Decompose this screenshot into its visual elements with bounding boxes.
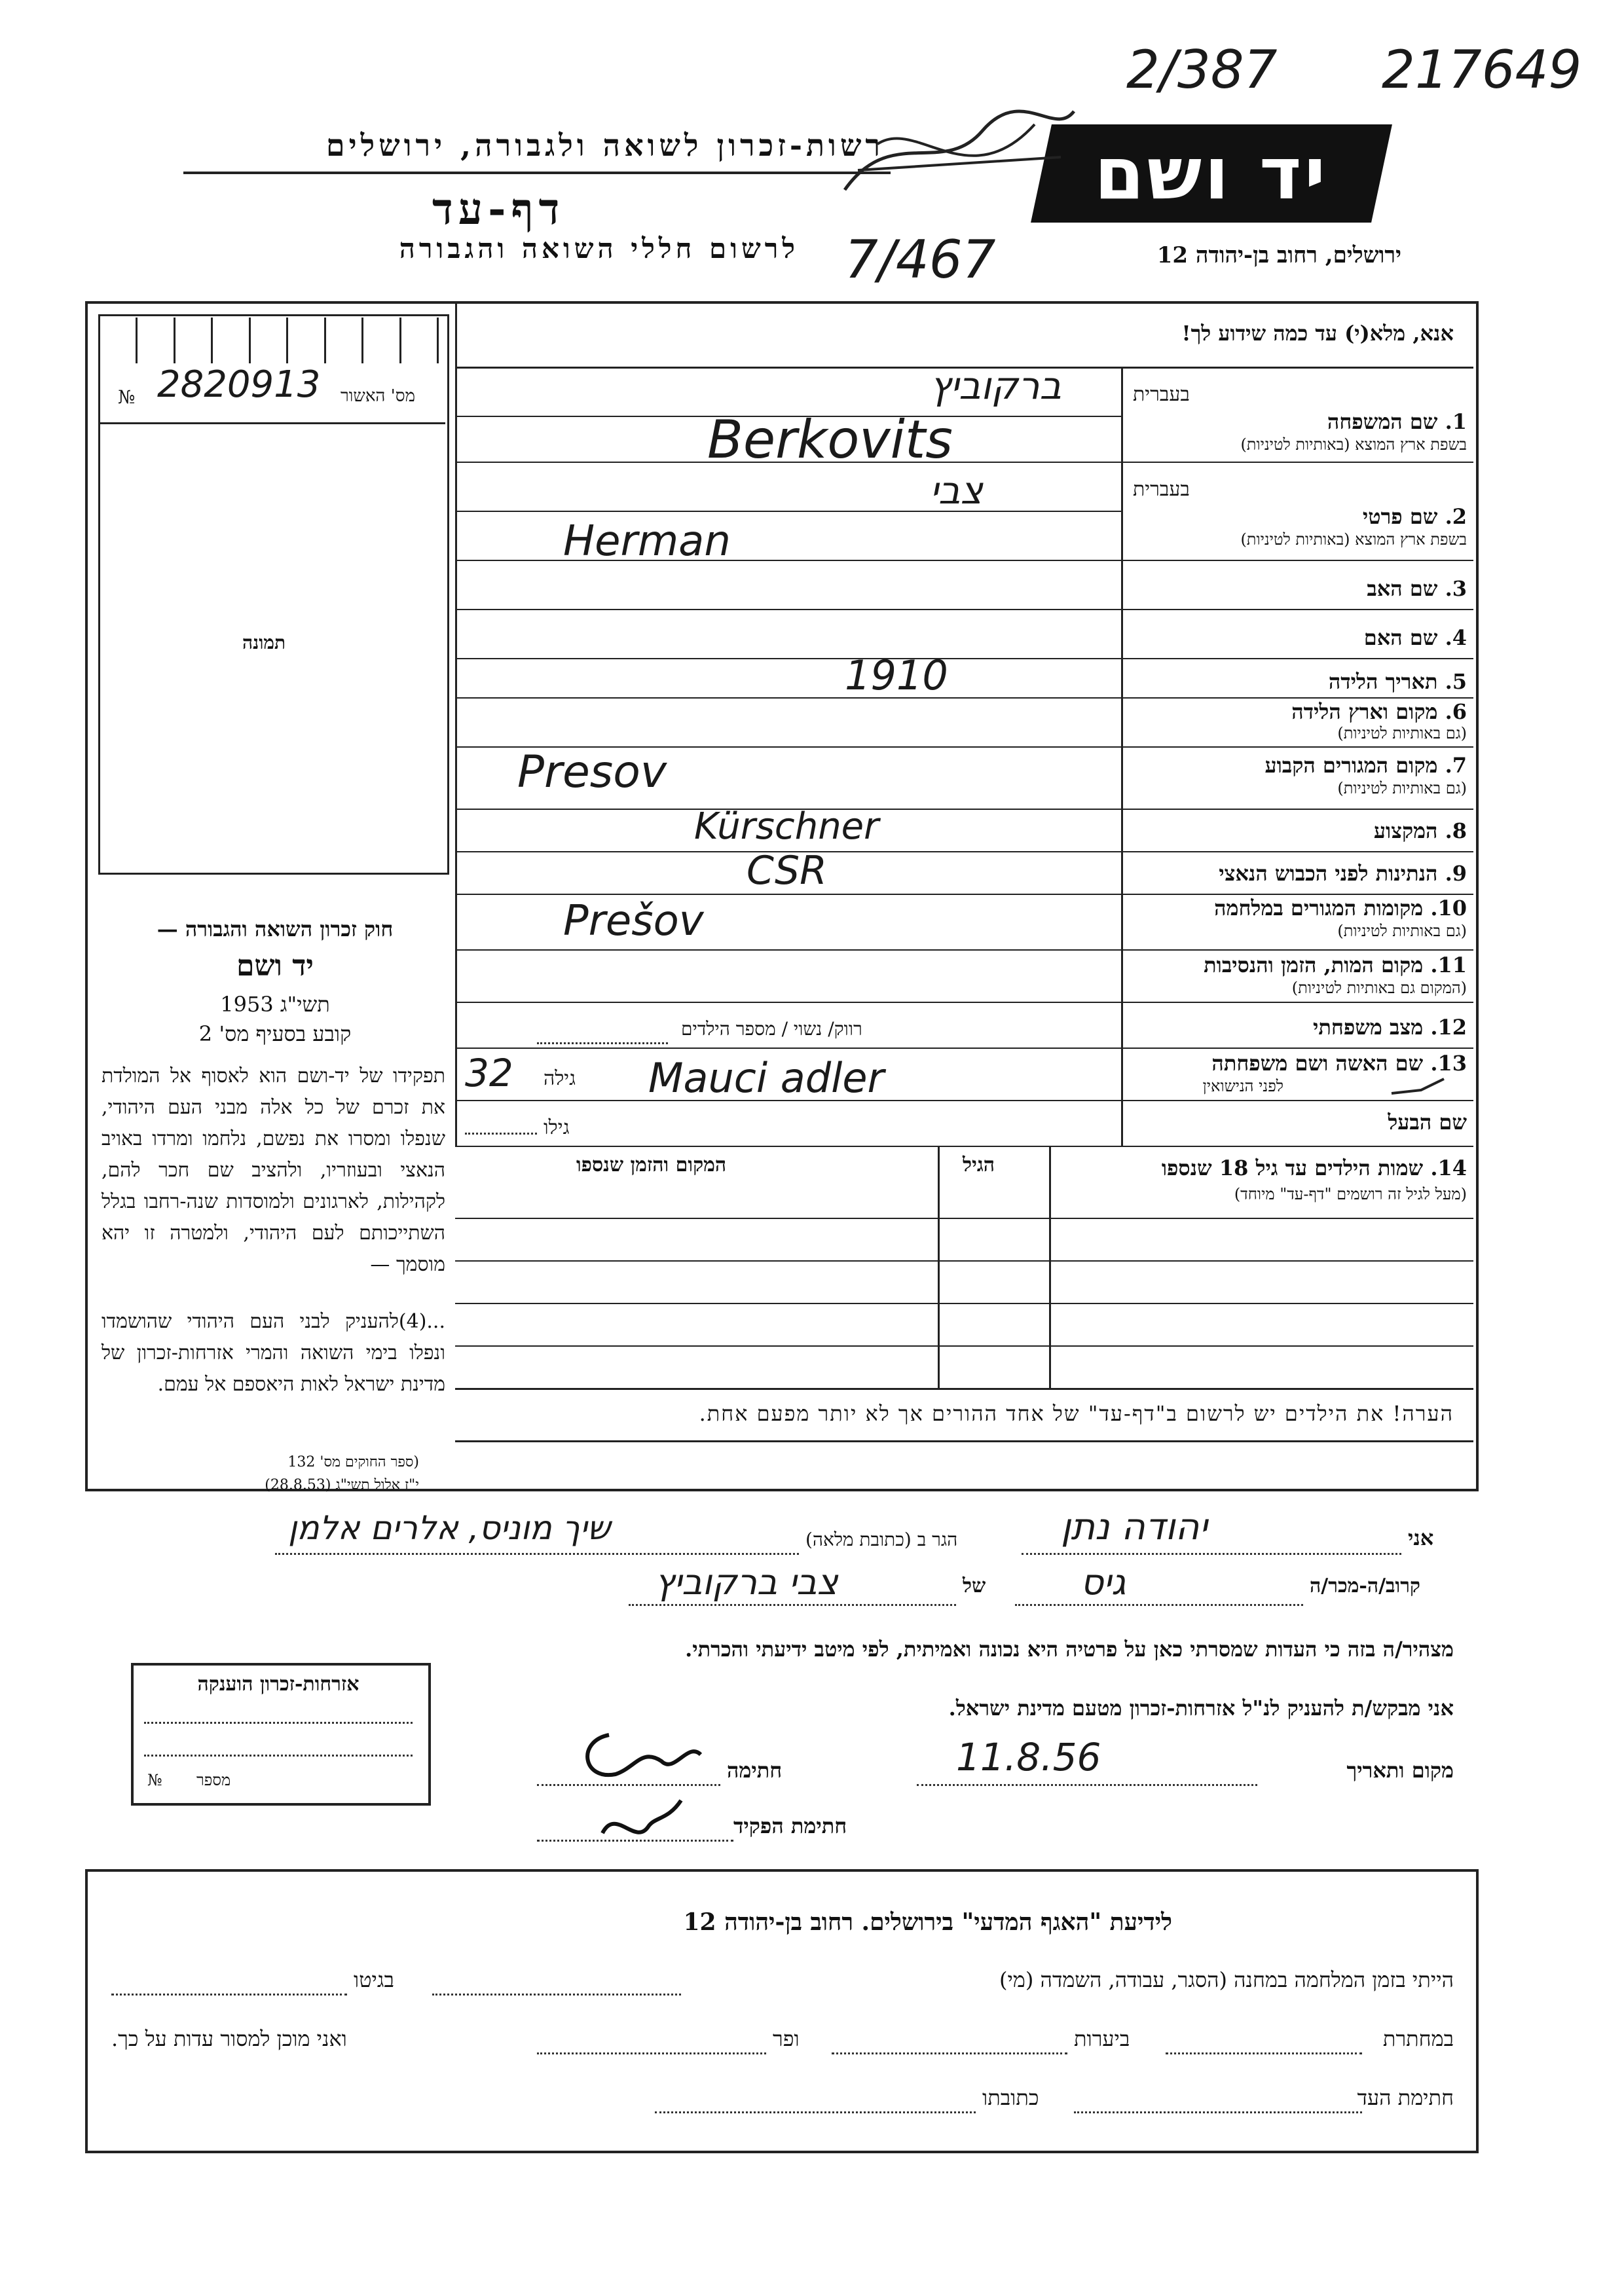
declarant-address: שיך מוניס, אלרים אלמן: [288, 1509, 611, 1547]
row-12-label: 12. מצב משפחתי: [1313, 1015, 1467, 1040]
bottom-dots-1: [432, 1994, 681, 1995]
row-10-label: 10. מקומות המגורים במלחמה: [1214, 896, 1467, 920]
tick-mark: [1388, 1074, 1447, 1100]
bottom-line-2c: ופר: [773, 2026, 800, 2051]
of-dots: [629, 1604, 956, 1606]
law-year-heb: תשי"ג: [280, 992, 330, 1017]
header-address: ירושלים, רחוב בן-יהודה 12: [1156, 242, 1401, 268]
profession: Kürschner: [694, 805, 879, 848]
row-line: [455, 1002, 1473, 1003]
children-row-line: [455, 1388, 1473, 1390]
law-year-row: [105, 992, 445, 1017]
of-value: צבי ברקוביץ: [655, 1561, 838, 1603]
row-line: [455, 658, 1473, 659]
approval-label: מס' האשור: [341, 386, 416, 406]
row-9-label: 9. הנתינות לפני הכבוש הנאצי: [1219, 861, 1467, 886]
place-date-dots: [917, 1784, 1257, 1786]
children-col-place: המקום והזמן שנספו: [576, 1154, 727, 1176]
children-row-line: [455, 1303, 1473, 1304]
bottom-line-3b: כתובתו: [982, 2085, 1039, 2110]
row-line: [455, 697, 1473, 699]
row-line: [455, 894, 1473, 895]
husband-age-dots: [465, 1133, 537, 1135]
citizenship: CSR: [747, 848, 827, 894]
org-line: רשות-זכרון לשואה ולגבורה, ירושלים: [325, 128, 884, 163]
law-text-2: ...(4)להעניק לבני העם היהודי שהושמדו ונפלו בימי השואה והמרי אזרחות-זכרון של מדינת ישראל לאות היאספם אל עמם.: [101, 1310, 445, 1396]
row-2-tag: בעברית: [1133, 478, 1190, 501]
row-4-label: 4. שם האם: [1363, 625, 1467, 650]
children-row-line: [455, 1218, 1473, 1219]
row-line: [455, 851, 1473, 852]
row-13-label: 13. שם האשה ושם משפחתה: [1211, 1051, 1467, 1076]
family-status: רווק/ נשוי / מספר הילדים: [681, 1018, 862, 1040]
handwritten-ref: 7/467: [845, 229, 996, 290]
page-title: דף-עד: [432, 183, 565, 234]
row-7-label: 7. מקום המגורים הקבוע: [1264, 753, 1467, 778]
children-row-line: [455, 1440, 1473, 1442]
row-line: [455, 809, 1473, 810]
row-1-sub: בשפת ארץ המוצא (באותיות לטיניות): [1240, 435, 1467, 454]
value-column-left: [455, 301, 457, 1146]
law-year: 1953: [220, 992, 274, 1017]
address-dots: [275, 1553, 799, 1555]
bottom-line-2d: ואני מוכן למסור עדות על כך.: [111, 2026, 347, 2051]
declarant-signature: [563, 1722, 720, 1794]
photo-label: תמונה: [242, 632, 286, 653]
firstname-latin: Herman: [563, 517, 731, 566]
citizenship-number-label: מספר: [196, 1771, 231, 1789]
header-underline: [183, 172, 891, 174]
row-2-sub: בשפת ארץ המוצא (באותיות לטיניות): [1240, 530, 1467, 549]
row-husband-label: שם הבעל: [1388, 1110, 1467, 1135]
row-10-sub: (גם באותיות לטיניות): [1337, 922, 1467, 940]
bottom-ghetto: בגיטו: [354, 1967, 394, 1992]
page-subtitle: לרשום חללי השואה והגבורה: [399, 232, 799, 264]
wife-age-label: גילה: [544, 1067, 576, 1090]
place-date-value: 11.8.56: [956, 1735, 1101, 1779]
children-row-line: [455, 1260, 1473, 1262]
children-label: 14. שמות הילדים עד גיל 18 שנספו: [1161, 1156, 1467, 1180]
residence: Presov: [517, 746, 667, 798]
row-6-label: 6. מקום וארץ הלידה: [1291, 699, 1467, 724]
bottom-dots-3b: [655, 2111, 976, 2113]
row-11-sub: (המקום גם באותיות לטיניות): [1291, 979, 1467, 997]
husband-age-label: גילו: [544, 1116, 570, 1139]
scribble-mark: [838, 98, 1087, 216]
yad-vashem-logo: יד ושם: [1031, 124, 1392, 223]
row-2-label: 2. שם פרטי: [1362, 504, 1467, 529]
bottom-line-2a: במחתרת: [1382, 2026, 1454, 2051]
children-count-dots: [537, 1042, 668, 1044]
row-1-label: 1. שם המשפחה: [1327, 409, 1467, 434]
bottom-dots-ghetto: [111, 1994, 347, 1995]
row-line: [455, 949, 1473, 951]
row-line: [455, 1048, 1473, 1049]
row-6-sub: (גם באותיות לטיניות): [1337, 724, 1467, 742]
approval-symbol: №: [118, 386, 136, 408]
bottom-dots-3a: [1074, 2111, 1362, 2113]
approval-line: [98, 422, 445, 424]
children-col-1: [1049, 1146, 1051, 1388]
row-line: [455, 609, 1473, 610]
approval-ticks: [98, 318, 439, 363]
declaration-request: אני מבקש/ת להעניק לנ"ל אזרחות-זכרון מטעם מדינת ישראל.: [948, 1696, 1454, 1721]
row-3-label: 3. שם האב: [1367, 576, 1467, 601]
citizenship-dots-1: [144, 1722, 413, 1724]
row-13-sub: לפני הנישואין: [1202, 1077, 1283, 1095]
bottom-dots-2b: [832, 2052, 1067, 2054]
law-section: קובע בסעיף מס' 2: [198, 1021, 352, 1046]
citizenship-box-title: אזרחות-זכרון הוענקה: [197, 1673, 360, 1696]
signature-label: חתימה: [727, 1758, 783, 1783]
officer-dots: [537, 1840, 733, 1842]
row-11-label: 11. מקום המות, הזמן והנסיבות: [1204, 953, 1467, 977]
bottom-title: לידיעת "האגף המדעי" בירושלים. רחוב בן-יהודה 12: [683, 1908, 1172, 1936]
row-line: [455, 511, 1121, 512]
law-title: חוק זכרון השואה והגבורה —: [157, 917, 394, 941]
bottom-dots-2c: [537, 2052, 766, 2054]
row-line: [455, 1100, 1473, 1101]
children-col-2: [938, 1146, 940, 1388]
law-text: תפקידו של יד-ושם הוא לאסוף אל המולדת את זכרם של כל אלה מבני העם היהודי, שנפלו ומסרו את נפשם, נלחמו ומרדו באויב הנאצי ובעוזריו, ולהציב שם חכר להם, לקהילות, לארגונים ולמוסדות שנה-רחבו בגלל השתייכותם לעם היהודי, ולמטרה זו יהא מוסמך —: [101, 1065, 445, 1276]
surname-latin: Berkovits: [707, 409, 953, 470]
row-line: [455, 1146, 1473, 1147]
declarant-dots: [1022, 1553, 1401, 1555]
row-5-label: 5. תאריך הלידה: [1328, 669, 1467, 694]
relative-dots: [1015, 1604, 1303, 1606]
law-name: יד ושם: [236, 949, 314, 983]
place-date-label: מקום ותאריך: [1346, 1758, 1454, 1783]
children-col-age: הגיל: [963, 1154, 995, 1176]
bottom-line-3a: חתימת העד: [1357, 2085, 1454, 2110]
bottom-line-2b: ביערות: [1074, 2026, 1130, 2051]
label-column-divider: [1121, 367, 1123, 1146]
relative-label: קרוב/ה-מכר/ה: [1310, 1575, 1420, 1597]
wife-name: Mauci adler: [648, 1054, 885, 1102]
relative-value: גיס: [1080, 1561, 1126, 1603]
officer-label: חתימת הפקיד: [733, 1813, 847, 1838]
citizenship-number-symbol: №: [147, 1771, 162, 1789]
wife-age: 32: [465, 1051, 513, 1095]
officer-signature: [589, 1794, 694, 1853]
declarant-label: אני: [1408, 1525, 1434, 1550]
wartime-residence: Prešov: [563, 897, 704, 945]
row-line: [455, 462, 1473, 463]
citizenship-dots-2: [144, 1755, 413, 1757]
row-7-sub: (גם באותיות לטיניות): [1337, 779, 1467, 797]
surname-hebrew: ברקוביץ: [930, 363, 1062, 408]
firstname-hebrew: צבי: [930, 468, 983, 513]
row-8-label: 8. המקצוע: [1373, 818, 1467, 843]
law-ref: (ספר החוקים מס' 132: [287, 1454, 419, 1470]
archive-number-right: 217649: [1382, 39, 1582, 100]
signature-dots: [537, 1784, 720, 1786]
resides-label: הגר ב (כתובת מלאה): [805, 1529, 958, 1550]
approval-number: 2820913: [157, 363, 321, 406]
row-1-tag: בעברית: [1133, 383, 1190, 406]
children-sub: (מעל לגיל זה רושמים "דף-עד" מיוחד): [1234, 1185, 1467, 1203]
bottom-dots-2a: [1166, 2052, 1362, 2054]
children-row-line: [455, 1345, 1473, 1347]
archive-number-left: 2/387: [1126, 39, 1278, 100]
children-note: הערה! את הילדים יש לרשום ב"דף-עד" של אחד ההורים אך לא יותר מפעם אחת.: [699, 1401, 1454, 1426]
declarant-name: יהודה נתן: [1061, 1506, 1208, 1548]
declaration-statement: מצהיר/ה בזה כי העדות שמסרתי כאן על פרטיה היא נכונה ואמיתית, לפי מיטב ידיעתי והכרתי.: [685, 1637, 1454, 1662]
form-instruction: אנא, מלא(י) עד כמה שידוע לך!: [1181, 321, 1454, 346]
birth-date: 1910: [845, 651, 948, 699]
law-ref-2: י"ז אלול תשי"ג (28.8.53): [265, 1477, 419, 1493]
of-label: של: [963, 1575, 986, 1597]
bottom-line-1: הייתי בזמן המלחמה במחנה (הסגר, עבודה, השמדה (מי): [999, 1967, 1454, 1992]
